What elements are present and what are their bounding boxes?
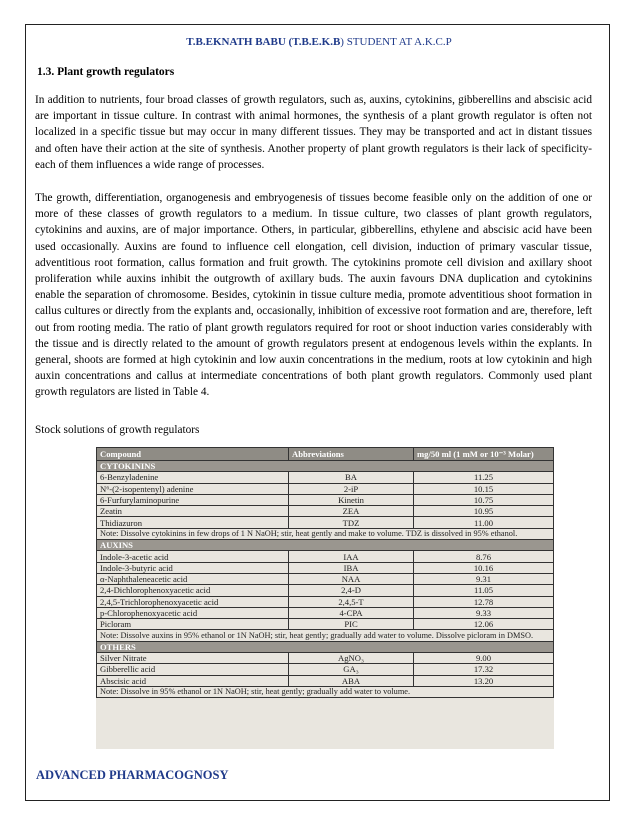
table-note-row [97, 686, 554, 697]
table-row [97, 664, 554, 675]
group-name: CYTOKININS [97, 461, 554, 472]
concentration-cell: 11.05 [414, 585, 554, 596]
table-body [97, 461, 554, 698]
compound-cell: Indole-3-acetic acid [97, 551, 289, 562]
abbreviation-cell: TDZ [289, 517, 414, 528]
concentration-cell: 11.00 [414, 517, 554, 528]
concentration-cell: 9.31 [414, 573, 554, 584]
table-row [97, 506, 554, 517]
group-name: AUXINS [97, 540, 554, 551]
concentration-cell: 13.20 [414, 675, 554, 686]
table-row [97, 483, 554, 494]
header-author: T.B.EKNATH BABU (T.B.E.K.B [186, 36, 341, 48]
growth-regulators-table-image [96, 447, 554, 749]
abbreviation-cell: GA₃ [289, 664, 414, 675]
compound-cell: 2,4-Dichlorophenoxyacetic acid [97, 585, 289, 596]
page-footer: ADVANCED PHARMACOGNOSY [36, 768, 229, 782]
table-row [97, 472, 554, 483]
concentration-cell: 8.76 [414, 551, 554, 562]
compound-cell: Thidiazuron [97, 517, 289, 528]
table-row [97, 675, 554, 686]
compound-cell: Zeatin [97, 506, 289, 517]
concentration-cell: 11.25 [414, 472, 554, 483]
table-row [97, 494, 554, 505]
header-affiliation: ) STUDENT AT A.K.C.P [340, 36, 452, 48]
abbreviation-cell: NAA [289, 573, 414, 584]
abbreviation-cell: 2,4-D [289, 585, 414, 596]
table-note-row [97, 630, 554, 641]
table-row [97, 551, 554, 562]
header-concentration: mg/50 ml (1 mM or 10⁻³ Molar) [414, 448, 554, 461]
concentration-cell: 10.16 [414, 562, 554, 573]
compound-cell: N⁶-(2-isopentenyl) adenine [97, 483, 289, 494]
abbreviation-cell: IAA [289, 551, 414, 562]
abbreviation-cell: Kinetin [289, 494, 414, 505]
abbreviation-cell: ABA [289, 675, 414, 686]
header-compound: Compound [97, 448, 289, 461]
concentration-cell: 9.00 [414, 653, 554, 664]
abbreviation-cell: ZEA [289, 506, 414, 517]
paragraph-1: In addition to nutrients, four broad classes of growth regulators, such as, auxins, cytokinins, gibberellins and abscisic acid are important in tissue culture. In contrast with animal hormones, the synthesis of a plant growth regulator is often not localized in a specific tissue but may occur in many different tissues. They may be transported and act in distant tissues and often have their action at the site of synthesis. Another property of plant growth regulators is their lack of specificity- each of them influences a wide range of processes. [35, 94, 592, 171]
section-title: 1.3. Plant growth regulators [37, 66, 175, 78]
concentration-cell: 12.06 [414, 619, 554, 630]
abbreviation-cell: 2-iP [289, 483, 414, 494]
growth-regulators-table [96, 447, 554, 698]
concentration-cell: 10.95 [414, 506, 554, 517]
table-row [97, 585, 554, 596]
compound-cell: α-Naphthaleneacetic acid [97, 573, 289, 584]
concentration-cell: 12.78 [414, 596, 554, 607]
table-row [97, 596, 554, 607]
paragraph-2: The growth, differentiation, organogenesis and embryogenesis of tissues become feasible only on the addition of one or more of these classes of growth regulators to a medium. In tissue culture, two classes of plant growth regulators, cytokinins and auxins, are of major importance. Others, in particular, gibberellins, ethylene and abscisic acid have been used occasionally. Auxins are found to influence cell elongation, cell division, induction of primary vascular tissue, adventitious root formation, callus formation and fruit growth. The cytokinins promote cell division and axillary shoot proliferation while auxins inhibit the outgrowth of axillary buds. The auxin favours DNA duplication and cytokinins enable the separation of chromosome. Besides, cytokinin in tissue culture media, promote adventitious shoot formation in callus cultures or directly from the explants and, occasionally, inhibition of excessive root formation and are, therefore, left out from rooting media. The ratio of plant growth regulators required for root or shoot induction varies considerably with the tissue and is directly related to the amount of growth regulators present at endogenous levels within the explants. In general, shoots are formed at high cytokinin and low auxin concentrations in the medium, roots at low cytokinin and high auxin concentrations and callus at intermediate concentrations of both plant growth regulators. Commonly used plant growth regulators are listed in Table 4. [35, 192, 592, 399]
table-group-row [97, 540, 554, 551]
table-header-row [97, 448, 554, 461]
group-note: Note: Dissolve in 95% ethanol or 1N NaOH; stir, heat gently; gradually add water to volume. [97, 686, 554, 697]
page-header [0, 36, 638, 48]
concentration-cell: 17.32 [414, 664, 554, 675]
compound-cell: p-Chlorophenoxyacetic acid [97, 607, 289, 618]
table-group-row [97, 461, 554, 472]
compound-cell: Gibberellic acid [97, 664, 289, 675]
group-name: OTHERS [97, 641, 554, 652]
table-row [97, 619, 554, 630]
abbreviation-cell: PIC [289, 619, 414, 630]
abbreviation-cell: 2,4,5-T [289, 596, 414, 607]
concentration-cell: 10.75 [414, 494, 554, 505]
table-row [97, 562, 554, 573]
table-group-row [97, 641, 554, 652]
table-row [97, 573, 554, 584]
concentration-cell: 9.33 [414, 607, 554, 618]
compound-cell: Silver Nitrate [97, 653, 289, 664]
table-note-row [97, 528, 554, 539]
abbreviation-cell: BA [289, 472, 414, 483]
compound-cell: 6-Furfurylaminopurine [97, 494, 289, 505]
group-note: Note: Dissolve auxins in 95% ethanol or 1N NaOH; stir, heat gently; gradually add water to volume. Dissolve picloram in DMSO. [97, 630, 554, 641]
compound-cell: 2,4,5-Trichlorophenoxyacetic acid [97, 596, 289, 607]
compound-cell: Abscisic acid [97, 675, 289, 686]
abbreviation-cell: AgNO₃ [289, 653, 414, 664]
concentration-cell: 10.15 [414, 483, 554, 494]
compound-cell: 6-Benzyladenine [97, 472, 289, 483]
table-row [97, 653, 554, 664]
compound-cell: Picloram [97, 619, 289, 630]
table-row [97, 607, 554, 618]
stock-solutions-title: Stock solutions of growth regulators [35, 424, 200, 436]
abbreviation-cell: IBA [289, 562, 414, 573]
header-abbreviations: Abbreviations [289, 448, 414, 461]
group-note: Note: Dissolve cytokinins in few drops of 1 N NaOH; stir, heat gently and make to volume. TDZ is dissolved in 95% ethanol. [97, 528, 554, 539]
compound-cell: Indole-3-butyric acid [97, 562, 289, 573]
abbreviation-cell: 4-CPA [289, 607, 414, 618]
table-row [97, 517, 554, 528]
